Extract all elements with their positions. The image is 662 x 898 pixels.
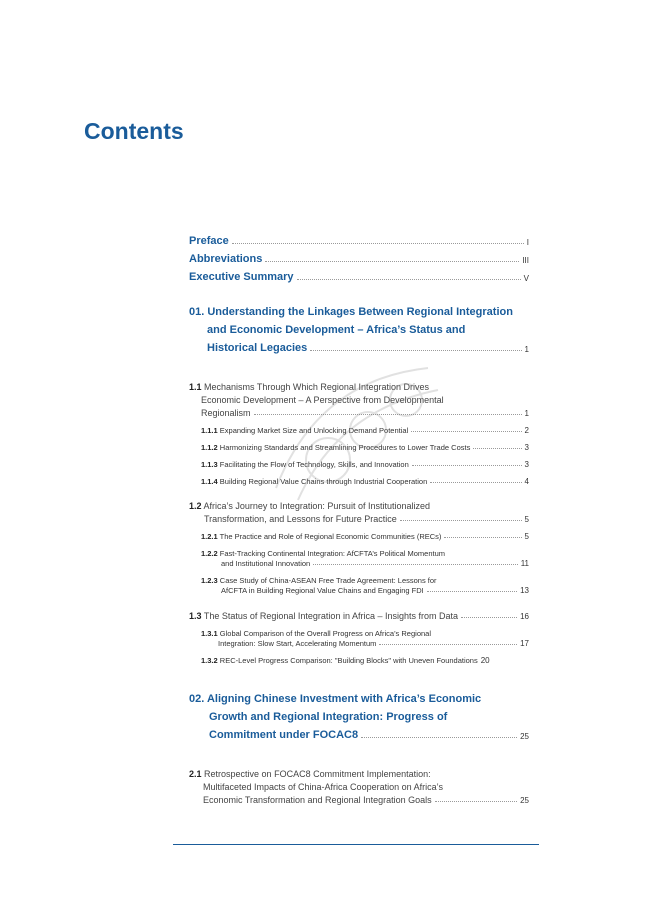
section-1-1-line-2[interactable]: Economic Development – A Perspective from Developmental <box>201 395 444 405</box>
toc-entry-section-1-1[interactable] <box>201 408 529 418</box>
dot-leader <box>444 537 521 538</box>
section-number: 1.1.3 <box>201 460 218 469</box>
section-1-2-line-1[interactable] <box>189 501 430 511</box>
toc-entry-1-2-3[interactable] <box>221 586 529 595</box>
dot-leader <box>265 261 519 262</box>
section-number: 1.2.2 <box>201 549 218 558</box>
section-title-line-2: AfCFTA in Building Regional Value Chains and Engaging FDI <box>221 586 424 595</box>
section-title-line-2: and Institutional Innovation <box>221 559 311 568</box>
toc-entry-1-3-2[interactable] <box>201 656 529 665</box>
toc-entry-1-2-3-line-1[interactable] <box>201 576 437 585</box>
toc-entry-label: Preface <box>189 235 229 247</box>
dot-leader <box>461 617 517 618</box>
section-title-line-2: Integration: Slow Start, Accelerating Momentum <box>218 639 377 648</box>
toc-page-number: 1 <box>524 409 529 418</box>
dot-leader <box>411 431 521 432</box>
toc-entry-1-2-2-line-1[interactable] <box>201 549 445 558</box>
toc-entry-section-1-3[interactable] <box>189 611 529 621</box>
toc-page-number: 5 <box>524 532 529 541</box>
toc-entry-section-2-1[interactable] <box>203 795 529 805</box>
section-number: 1.3 <box>189 611 202 621</box>
toc-entry-label: Executive Summary <box>189 271 294 283</box>
dot-leader <box>400 520 522 521</box>
toc-entry-1-3-1[interactable] <box>218 639 529 648</box>
section-title: Retrospective on FOCAC8 Commitment Implementation: <box>204 769 431 779</box>
toc-entry-1-1-1[interactable] <box>201 426 529 435</box>
toc-page-number: 16 <box>520 612 529 621</box>
section-title: Fast-Tracking Continental Integration: AfCFTA’s Political Momentum <box>219 549 446 558</box>
dot-leader <box>297 279 521 280</box>
dot-leader <box>361 737 517 738</box>
chapter-01-title-line-1[interactable]: 01. Understanding the Linkages Between Regional Integration <box>189 306 513 318</box>
chapter-02-title-line-1[interactable]: 02. Aligning Chinese Investment with Africa’s Economic <box>189 693 482 705</box>
section-2-1-line-3: Economic Transformation and Regional Integration Goals <box>203 795 432 805</box>
toc-page-number: III <box>522 256 529 265</box>
toc-entry-executive-summary[interactable] <box>189 271 529 283</box>
dot-leader <box>232 243 524 244</box>
toc-page-number: 20 <box>480 656 490 665</box>
toc-entry-chapter-02[interactable] <box>209 729 529 741</box>
section-number: 1.3.1 <box>201 629 218 638</box>
dot-leader <box>473 448 521 449</box>
section-2-1-line-2[interactable]: Multifaceted Impacts of China-Africa Cooperation on Africa’s <box>203 782 443 792</box>
section-1-1-line-1[interactable] <box>189 382 429 392</box>
section-title: Building Regional Value Chains through Industrial Cooperation <box>219 477 428 486</box>
chapter-02-title-line-2[interactable]: Growth and Regional Integration: Progress of <box>209 711 448 723</box>
toc-page-number: 1 <box>524 345 529 354</box>
toc-page-number: 11 <box>520 559 529 568</box>
toc-page-number: V <box>523 274 529 283</box>
chapter-01-title-line-3: Historical Legacies <box>207 342 308 354</box>
dot-leader <box>435 801 517 802</box>
section-1-2-line-2: Transformation, and Lessons for Future Practice <box>204 514 397 524</box>
toc-page-number: 5 <box>524 515 529 524</box>
section-title: Case Study of China-ASEAN Free Trade Agreement: Lessons for <box>219 576 437 585</box>
toc-entry-abbreviations[interactable] <box>189 253 529 265</box>
section-number: 1.1 <box>189 382 202 392</box>
section-title: Facilitating the Flow of Technology, Skills, and Innovation <box>219 460 409 469</box>
section-title: REC-Level Progress Comparison: "Building Blocks" with Uneven Foundations <box>219 656 478 665</box>
toc-entry-section-1-2[interactable] <box>204 514 529 524</box>
toc-entry-1-3-1-line-1[interactable] <box>201 629 431 638</box>
dot-leader <box>430 482 521 483</box>
toc-page-number: 4 <box>524 477 529 486</box>
toc-page-number: 2 <box>524 426 529 435</box>
dot-leader <box>310 350 521 351</box>
dot-leader <box>427 591 517 592</box>
chapter-02-title-line-3: Commitment under FOCAC8 <box>209 729 359 741</box>
toc-page-number: 3 <box>524 460 529 469</box>
toc-entry-label: Abbreviations <box>189 253 263 265</box>
footer-rule <box>173 844 539 845</box>
toc-entry-1-1-3[interactable] <box>201 460 529 469</box>
toc-entry-1-2-1[interactable] <box>201 532 529 541</box>
section-number: 1.2.1 <box>201 532 218 541</box>
section-number: 1.2 <box>189 501 202 511</box>
section-2-1-line-1[interactable] <box>189 769 431 779</box>
section-title: Africa’s Journey to Integration: Pursuit of Institutionalized <box>203 501 430 511</box>
section-title: The Practice and Role of Regional Economic Communities (RECs) <box>219 532 442 541</box>
section-1-1-line-3: Regionalism <box>201 408 251 418</box>
chapter-01-title-line-2[interactable]: and Economic Development – Africa’s Status and <box>207 324 466 336</box>
toc-page-number: 25 <box>520 732 529 741</box>
section-number: 2.1 <box>189 769 202 779</box>
toc-page-number: 13 <box>520 586 529 595</box>
section-title: Harmonizing Standards and Streamlining Procedures to Lower Trade Costs <box>219 443 471 452</box>
section-title: The Status of Regional Integration in Africa – Insights from Data <box>203 611 458 621</box>
toc-entry-preface[interactable] <box>189 235 529 247</box>
toc-entry-1-1-4[interactable] <box>201 477 529 486</box>
section-number: 1.1.2 <box>201 443 218 452</box>
page-title: Contents <box>84 118 184 144</box>
section-number: 1.3.2 <box>201 656 218 665</box>
dot-leader <box>254 414 522 415</box>
section-title: Global Comparison of the Overall Progress on Africa’s Regional <box>219 629 431 638</box>
section-number: 1.2.3 <box>201 576 218 585</box>
section-number: 1.1.4 <box>201 477 218 486</box>
toc-page-number: 17 <box>520 639 529 648</box>
toc-page-number: I <box>526 238 529 247</box>
toc-page-number: 25 <box>520 796 529 805</box>
dot-leader <box>313 564 517 565</box>
dot-leader <box>412 465 522 466</box>
section-title: Mechanisms Through Which Regional Integration Drives <box>204 382 429 392</box>
toc-entry-1-1-2[interactable] <box>201 443 529 452</box>
toc-entry-1-2-2[interactable] <box>221 559 529 568</box>
toc-entry-chapter-01[interactable] <box>207 342 529 354</box>
toc-page-number: 3 <box>524 443 529 452</box>
section-number: 1.1.1 <box>201 426 218 435</box>
dot-leader <box>379 644 517 645</box>
section-title: Expanding Market Size and Unlocking Demand Potential <box>219 426 409 435</box>
